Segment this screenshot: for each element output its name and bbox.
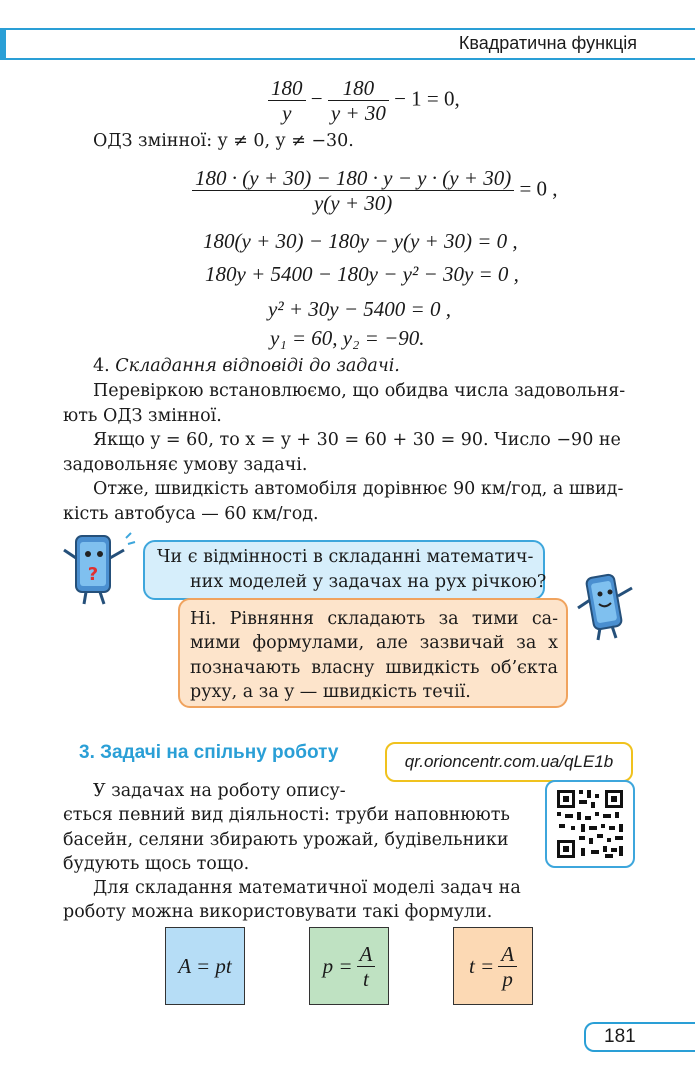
section-title: 3. Задачі на спільну роботу xyxy=(79,742,339,763)
question-mascot-icon xyxy=(58,528,140,608)
formula-productivity: p = $\frac{A}{t}$ xyxy=(309,927,389,1005)
answer-line-4: руху, а за y — швидкість течії. xyxy=(190,682,471,702)
work-paragraph-l1: У задачах на роботу опису- xyxy=(93,781,346,801)
answer-line-1: Ні. Рівняння складають за тими са- xyxy=(190,609,558,629)
header-underline xyxy=(6,58,695,60)
paragraph-if-l2: задовольняє умову задачі. xyxy=(63,455,308,475)
paragraph-answer-l2: кість автобуса — 60 км/год. xyxy=(63,504,319,524)
paragraph-check-l1: Перевіркою встановлюємо, що обидва числа задовольня- xyxy=(93,381,626,401)
header-accent xyxy=(0,28,6,60)
equation-5: y² + 30y − 5400 = 0 , xyxy=(268,297,451,321)
step-4-heading: 4. Складання відповіді до задачі. xyxy=(93,356,400,376)
formulas-intro-l1: Для складання математичної моделі задач на xyxy=(93,878,521,898)
equation-6: y₁ = 60, y₂ = −90. xyxy=(270,326,425,350)
equation-4: 180y + 5400 − 180y − y² − 30y = 0 , xyxy=(205,262,519,286)
work-paragraph-l4: будують щось тощо. xyxy=(63,854,250,874)
paragraph-check-l2: ють ОДЗ змінної. xyxy=(63,406,222,426)
page-number: 181 xyxy=(584,1022,695,1052)
work-paragraph-l3: басейн, селяни збирають урожай, будівельники xyxy=(63,830,509,850)
paragraph-answer-l1: Отже, швидкість автомобіля дорівнює 90 км/год, а швид- xyxy=(93,479,624,499)
work-paragraph-l2: ється певний вид діяльності: труби наповнюють xyxy=(63,805,510,825)
svg-text:?: ? xyxy=(87,564,99,585)
answer-line-2: мими формулами, але зазвичай за x xyxy=(190,633,558,653)
answer-line-3: позначають власну швидкість об’єкта xyxy=(190,658,558,678)
answer-mascot-icon xyxy=(572,570,644,642)
equation-1: $\frac{180}{y}$ − $\frac{180}{y + 30}$ − 1 = 0, xyxy=(268,76,460,125)
odz-line: ОДЗ змінної: y ≠ 0, y ≠ −30. xyxy=(93,131,354,151)
chapter-title: Квадратична функція xyxy=(458,33,637,53)
formula-time: t = $\frac{A}{p}$ xyxy=(453,927,533,1005)
paragraph-if-l1: Якщо y = 60, то x = y + 30 = 60 + 30 = 90. Число −90 не xyxy=(93,430,621,450)
question-line-1: Чи є відмінності в складанні математич- xyxy=(157,547,534,567)
qr-link[interactable]: qr.orioncentr.com.ua/qLE1b xyxy=(385,742,633,782)
equation-3: 180(y + 30) − 180y − y(y + 30) = 0 , xyxy=(203,229,518,253)
equation-2: $\frac{180 \cdot (y + 30) - 180 \cdot y - y \cdot (y + 30)}{y(y + 30)}$ = 0 , xyxy=(192,166,558,215)
qr-code[interactable] xyxy=(545,780,635,868)
formula-work: A = pt xyxy=(165,927,245,1005)
formulas-intro-l2: роботу можна використовувати такі формули. xyxy=(63,902,493,922)
question-line-2: них моделей у задачах на рух річкою? xyxy=(190,572,547,592)
qr-code-icon xyxy=(547,782,633,866)
